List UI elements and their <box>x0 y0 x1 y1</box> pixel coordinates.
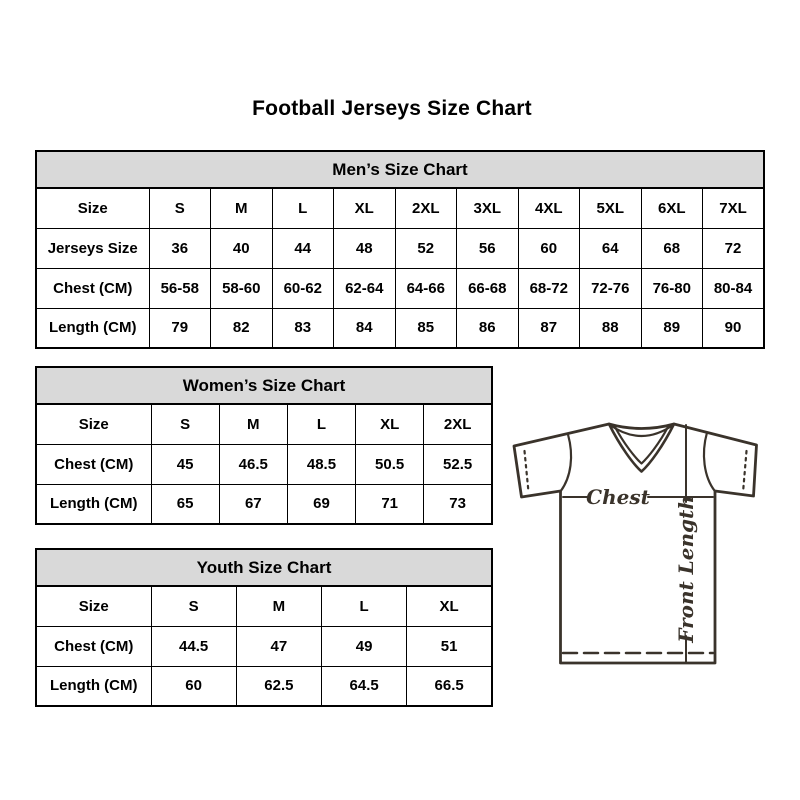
table-row <box>36 626 492 666</box>
row-header-cell: Length (CM) <box>36 484 151 524</box>
value-cell: 62-64 <box>334 268 396 308</box>
value-cell: 7XL <box>703 188 765 228</box>
row-header-cell: Size <box>36 404 151 444</box>
value-cell: 89 <box>641 308 703 348</box>
row-header-cell: Length (CM) <box>36 666 151 706</box>
jersey-outline <box>514 424 757 663</box>
row-header-cell: Chest (CM) <box>36 268 149 308</box>
value-cell: 44.5 <box>151 626 236 666</box>
value-cell: S <box>149 188 211 228</box>
table-row <box>36 586 492 626</box>
mens-table-title: Men’s Size Chart <box>36 151 764 188</box>
row-header-cell: Size <box>36 586 151 626</box>
value-cell: 79 <box>149 308 211 348</box>
value-cell: S <box>151 586 236 626</box>
value-cell: 66.5 <box>407 666 492 706</box>
jersey-measurement-diagram <box>495 398 795 690</box>
value-cell: 52.5 <box>424 444 492 484</box>
value-cell: 51 <box>407 626 492 666</box>
value-cell: 73 <box>424 484 492 524</box>
row-header-cell: Size <box>36 188 149 228</box>
value-cell: 46.5 <box>219 444 287 484</box>
row-header-cell: Chest (CM) <box>36 626 151 666</box>
value-cell: 72-76 <box>580 268 642 308</box>
value-cell: 52 <box>395 228 457 268</box>
value-cell: 47 <box>236 626 321 666</box>
value-cell: 5XL <box>580 188 642 228</box>
value-cell: 58-60 <box>211 268 273 308</box>
value-cell: 49 <box>322 626 407 666</box>
value-cell: 56-58 <box>149 268 211 308</box>
value-cell: M <box>219 404 287 444</box>
value-cell: 72 <box>703 228 765 268</box>
table-title-row <box>36 367 492 404</box>
value-cell: 87 <box>518 308 580 348</box>
table-row <box>36 268 764 308</box>
value-cell: XL <box>407 586 492 626</box>
row-header-cell: Length (CM) <box>36 308 149 348</box>
jersey-diagram-svg <box>495 398 795 690</box>
value-cell: 83 <box>272 308 334 348</box>
table-row <box>36 228 764 268</box>
womens-table-title: Women’s Size Chart <box>36 367 492 404</box>
youth-table-title: Youth Size Chart <box>36 549 492 586</box>
table-row <box>36 308 764 348</box>
value-cell: 82 <box>211 308 273 348</box>
value-cell: 4XL <box>518 188 580 228</box>
value-cell: 45 <box>151 444 219 484</box>
value-cell: 66-68 <box>457 268 519 308</box>
value-cell: 60 <box>518 228 580 268</box>
value-cell: L <box>287 404 355 444</box>
value-cell: M <box>236 586 321 626</box>
value-cell: 80-84 <box>703 268 765 308</box>
value-cell: 65 <box>151 484 219 524</box>
page-title: Football Jerseys Size Chart <box>252 97 532 120</box>
value-cell: 2XL <box>424 404 492 444</box>
table-row <box>36 484 492 524</box>
table-title-row <box>36 549 492 586</box>
value-cell: XL <box>356 404 424 444</box>
value-cell: 67 <box>219 484 287 524</box>
value-cell: L <box>272 188 334 228</box>
value-cell: 85 <box>395 308 457 348</box>
value-cell: L <box>322 586 407 626</box>
value-cell: XL <box>334 188 396 228</box>
value-cell: 71 <box>356 484 424 524</box>
mens-size-table <box>35 150 765 349</box>
value-cell: 40 <box>211 228 273 268</box>
table-title-row <box>36 151 764 188</box>
value-cell: 36 <box>149 228 211 268</box>
value-cell: 88 <box>580 308 642 348</box>
value-cell: 60 <box>151 666 236 706</box>
value-cell: 6XL <box>641 188 703 228</box>
value-cell: 76-80 <box>641 268 703 308</box>
value-cell: 86 <box>457 308 519 348</box>
value-cell: 84 <box>334 308 396 348</box>
value-cell: 3XL <box>457 188 519 228</box>
value-cell: 62.5 <box>236 666 321 706</box>
table-row <box>36 666 492 706</box>
value-cell: 68 <box>641 228 703 268</box>
table-row <box>36 444 492 484</box>
value-cell: 48.5 <box>287 444 355 484</box>
value-cell: 2XL <box>395 188 457 228</box>
front-length-label: Front Length <box>674 495 698 643</box>
value-cell: 56 <box>457 228 519 268</box>
value-cell: 68-72 <box>518 268 580 308</box>
table-row <box>36 188 764 228</box>
row-header-cell: Jerseys Size <box>36 228 149 268</box>
value-cell: M <box>211 188 273 228</box>
value-cell: 69 <box>287 484 355 524</box>
value-cell: 64.5 <box>322 666 407 706</box>
table-row <box>36 404 492 444</box>
value-cell: 64 <box>580 228 642 268</box>
value-cell: 60-62 <box>272 268 334 308</box>
value-cell: 48 <box>334 228 396 268</box>
chest-label: Chest <box>586 485 650 509</box>
womens-size-table <box>35 366 493 525</box>
row-header-cell: Chest (CM) <box>36 444 151 484</box>
value-cell: S <box>151 404 219 444</box>
value-cell: 44 <box>272 228 334 268</box>
value-cell: 90 <box>703 308 765 348</box>
value-cell: 50.5 <box>356 444 424 484</box>
youth-size-table <box>35 548 493 707</box>
value-cell: 64-66 <box>395 268 457 308</box>
